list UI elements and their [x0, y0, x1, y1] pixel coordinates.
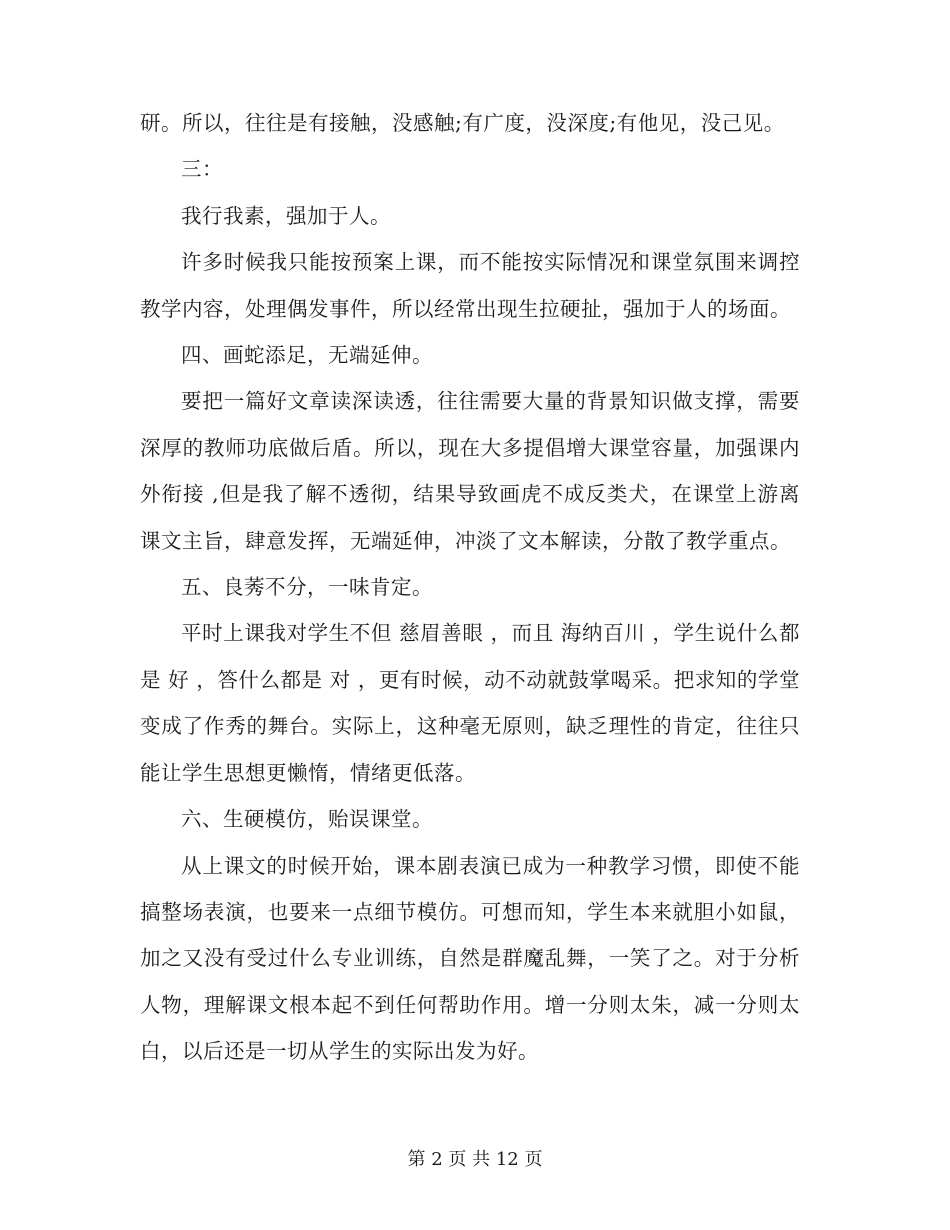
section-four-heading: 四、画蛇添足，无端延伸。	[181, 343, 433, 368]
paragraph-1: 研。所以，往往是有接触，没感触;有广度，没深度;有他见，没己见。	[140, 111, 785, 135]
page-footer: 第 2 页 共 12 页	[407, 1149, 543, 1170]
section-six-heading: 六、生硬模仿，贻误课堂。	[181, 807, 433, 832]
paragraph-8: 平时上课我对学生不但 慈眉善眼 ，而且 海纳百川 ，学生说什么都是 好 ，答什么都是 对 ，更有时候，动不动就鼓掌喝采。把求知的学堂变成了作秀的舞台。实际上，这种毫无原则，缺乏理性的肯定，往往只能让学生思想更懒惰，情绪更低落。	[140, 621, 800, 785]
paragraph-4: 许多时候我只能按预案上课，而不能按实际情况和课堂氛围来调控教学内容，处理偶发事件，所以经常出现生拉硬扯，强加于人的场面。	[140, 250, 800, 321]
section-three-label: 三：	[181, 157, 223, 182]
paragraph-6: 要把一篇好文章读深读透，往往需要大量的背景知识做支撑，需要深厚的教师功底做后盾。所以，现在大多提倡增大课堂容量，加强课内外衔接 ,但是我了解不透彻，结果导致画虎不成反类犬，在课堂上游离课文主旨，肆意发挥，无端延伸，冲淡了文本解读，分散了教学重点。	[140, 389, 800, 553]
section-three-heading: 我行我素，强加于人。	[181, 203, 391, 228]
section-five-heading: 五、良莠不分，一味肯定。	[181, 575, 433, 600]
paragraph-10: 从上课文的时候开始，课本剧表演已成为一种教学习惯，即使不能搞整场表演，也要来一点细节模仿。可想而知，学生本来就胆小如鼠，加之又没有受过什么专业训练，自然是群魔乱舞，一笑了之。对于分析人物，理解课文根本起不到任何帮助作用。增一分则太朱，减一分则太白，以后还是一切从学生的实际出发为好。	[140, 853, 800, 1064]
document-body	[140, 100, 800, 1075]
